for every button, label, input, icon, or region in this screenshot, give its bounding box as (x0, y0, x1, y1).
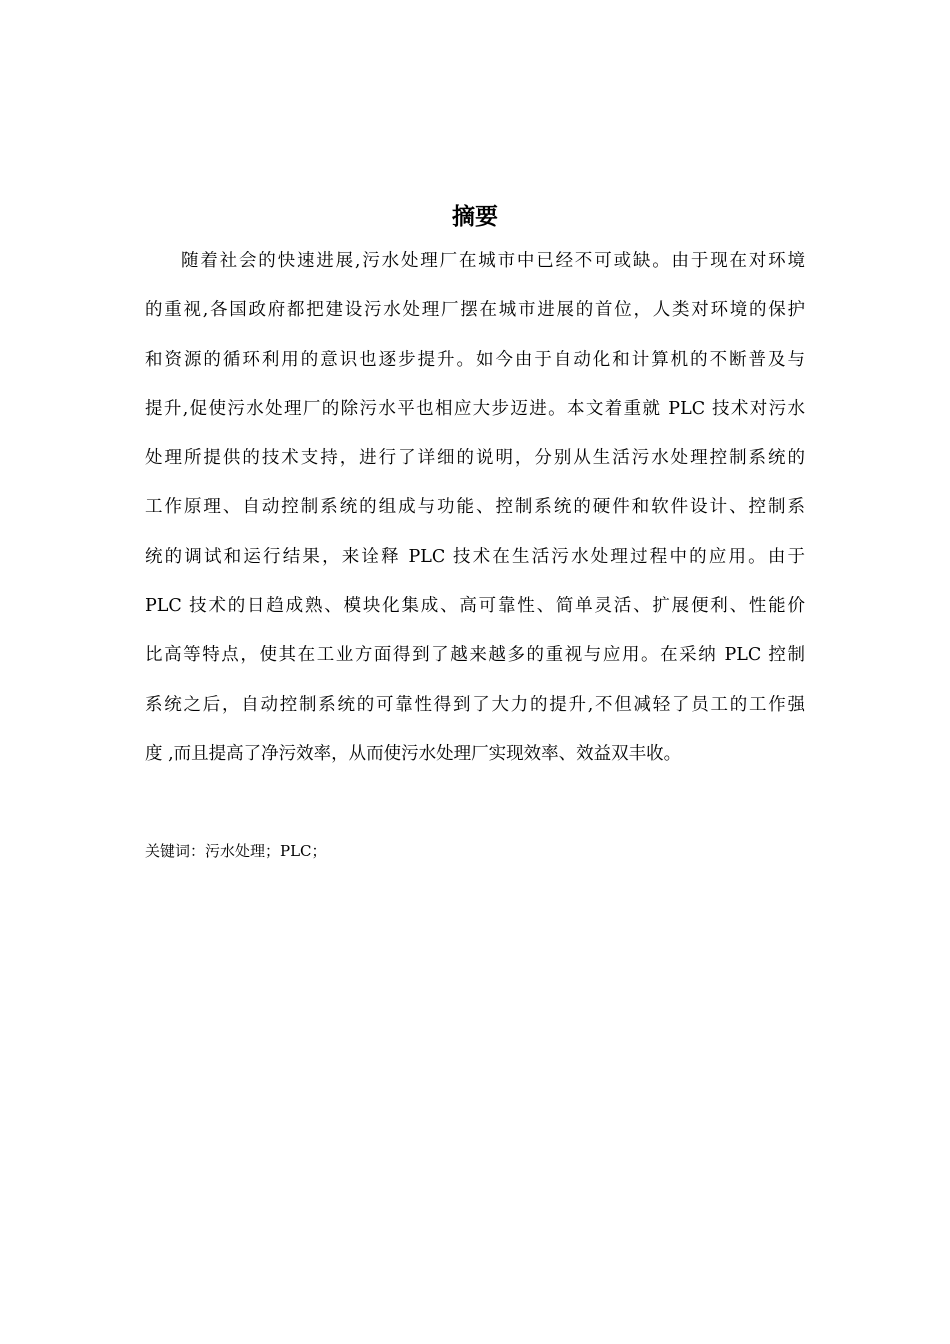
abstract-line: 统的调试和运行结果，来诠释 PLC 技术在生活污水处理过程中的应用。由于 (145, 546, 805, 567)
abstract-line: 提升,促使污水处理厂的除污水平也相应大步迈进。本文着重就 PLC 技术对污水 (145, 398, 805, 419)
abstract-line: 随着社会的快速进展,污水处理厂在城市中已经不可或缺。由于现在对环境 (181, 251, 805, 271)
abstract-line: 和资源的循环利用的意识也逐步提升。如今由于自动化和计算机的不断普及与 (145, 349, 805, 370)
abstract-line: 工作原理、自动控制系统的组成与功能、控制系统的硬件和软件设计、控制系 (145, 497, 805, 518)
abstract-line: 处理所提供的技术支持，进行了详细的说明，分别从生活污水处理控制系统的 (145, 448, 805, 469)
abstract-line: 度 ,而且提高了净污效率，从而使污水处理厂实现效率、效益双丰收。 (145, 743, 682, 764)
keywords-line: 关键词：污水处理；PLC； (145, 842, 327, 860)
abstract-line: 比高等特点，使其在工业方面得到了越来越多的重视与应用。在采纳 PLC 控制 (145, 645, 805, 666)
abstract-body (145, 244, 805, 786)
abstract-line: 系统之后，自动控制系统的可靠性得到了大力的提升,不但减轻了员工的工作强 (145, 694, 805, 715)
abstract-line: PLC 技术的日趋成熟、模块化集成、高可靠性、简单灵活、扩展便利、性能价 (145, 596, 805, 617)
abstract-line: 的重视,各国政府都把建设污水处理厂摆在城市进展的首位，人类对环境的保护 (145, 300, 805, 321)
abstract-title: 摘要 (452, 204, 498, 230)
